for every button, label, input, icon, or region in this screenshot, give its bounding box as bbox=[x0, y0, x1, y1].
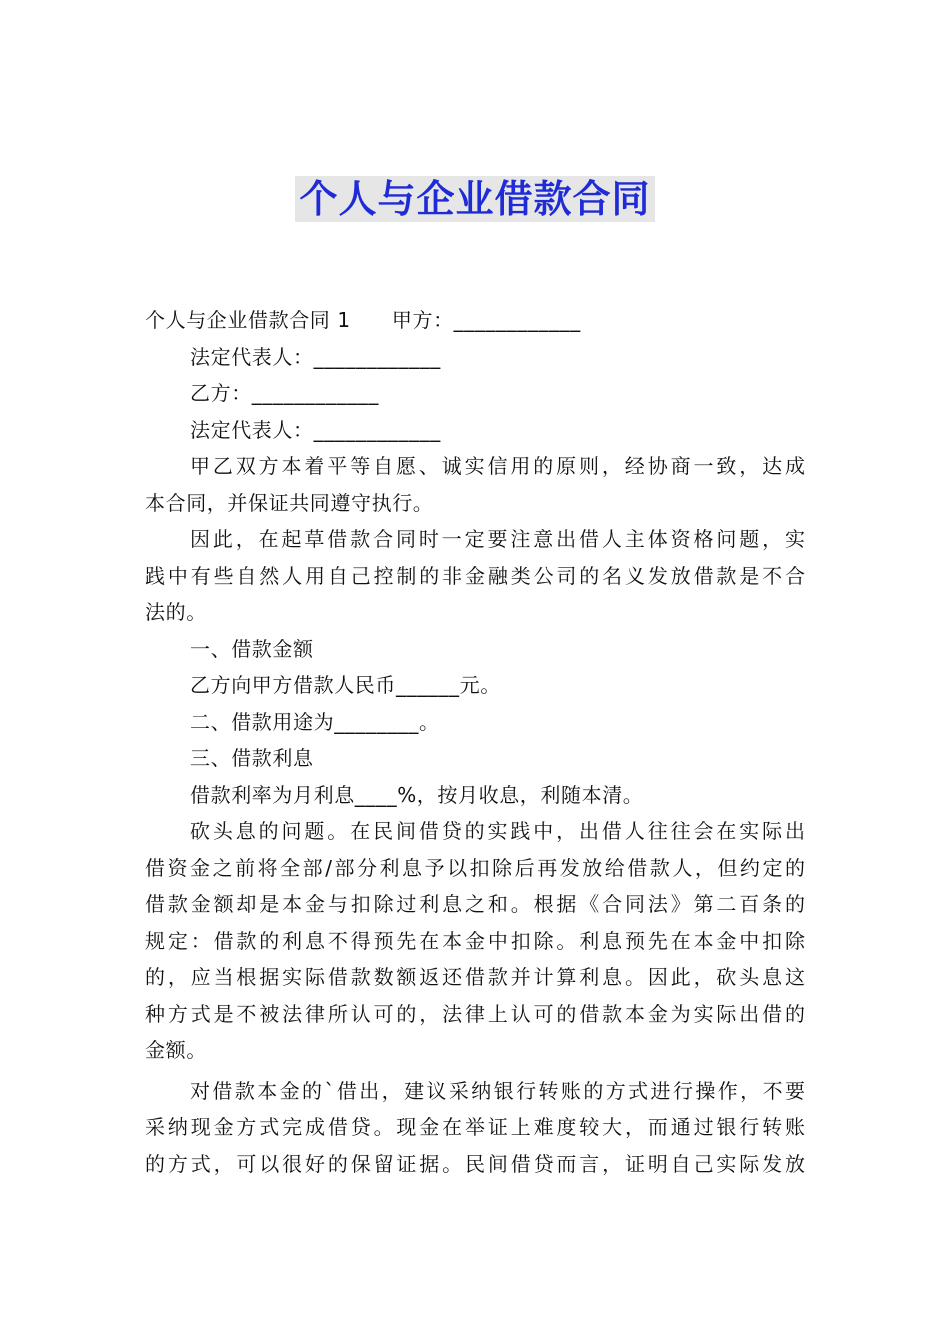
text-line: 借款金额却是本金与扣除过利息之和。根据《合同法》第二百条的 bbox=[145, 892, 805, 916]
text-line: 规定：借款的利息不得预先在本金中扣除。利息预先在本金中扣除 bbox=[145, 928, 805, 953]
text-line: 砍头息的问题。在民间借贷的实践中，出借人往往会在实际出 bbox=[190, 819, 805, 843]
text-line: 二、借款用途为________。 bbox=[190, 709, 440, 734]
text-line: 乙方向甲方借款人民币______元。 bbox=[190, 673, 501, 697]
text-line: 种方式是不被法律所认可的，法律上认可的借款本金为实际出借的 bbox=[145, 1001, 805, 1026]
text-line: 法定代表人：____________ bbox=[190, 417, 441, 442]
text-line: 的，应当根据实际借款数额返还借款并计算利息。因此，砍头息这 bbox=[145, 965, 805, 989]
title-container bbox=[0, 176, 950, 222]
text-line: 一、借款金额 bbox=[190, 636, 314, 661]
text-line: 对借款本金的`借出，建议采纳银行转账的方式进行操作，不要 bbox=[190, 1078, 805, 1103]
text-line: 因此，在起草借款合同时一定要注意出借人主体资格问题，实 bbox=[190, 527, 805, 551]
text-line: 的方式，可以很好的保留证据。民间借贷而言，证明自己实际发放 bbox=[145, 1151, 805, 1176]
text-line: 践中有些自然人用自己控制的非金融类公司的名义发放借款是不合 bbox=[145, 563, 805, 588]
text-line: 金额。 bbox=[145, 1038, 207, 1062]
text-line: 甲乙双方本着平等自愿、诚实信用的原则，经协商一致，达成 bbox=[190, 454, 805, 478]
document-body bbox=[145, 302, 805, 1182]
text-line: 法定代表人：____________ bbox=[190, 344, 441, 369]
text-line: 法的。 bbox=[145, 600, 207, 624]
text-line: 乙方：____________ bbox=[190, 381, 379, 405]
text-line: 三、借款利息 bbox=[190, 746, 314, 770]
text-line: 个人与企业借款合同 1 甲方：____________ bbox=[145, 308, 581, 332]
text-line: 借资金之前将全部/部分利息予以扣除后再发放给借款人，但约定的 bbox=[145, 855, 805, 880]
document-title: 个人与企业借款合同 bbox=[295, 176, 654, 222]
text-line: 采纳现金方式完成借贷。现金在举证上难度较大，而通过银行转账 bbox=[145, 1115, 805, 1139]
text-line: 本合同，并保证共同遵守执行。 bbox=[145, 490, 434, 515]
text-line: 借款利率为月利息____%，按月收息，利随本清。 bbox=[190, 782, 644, 807]
